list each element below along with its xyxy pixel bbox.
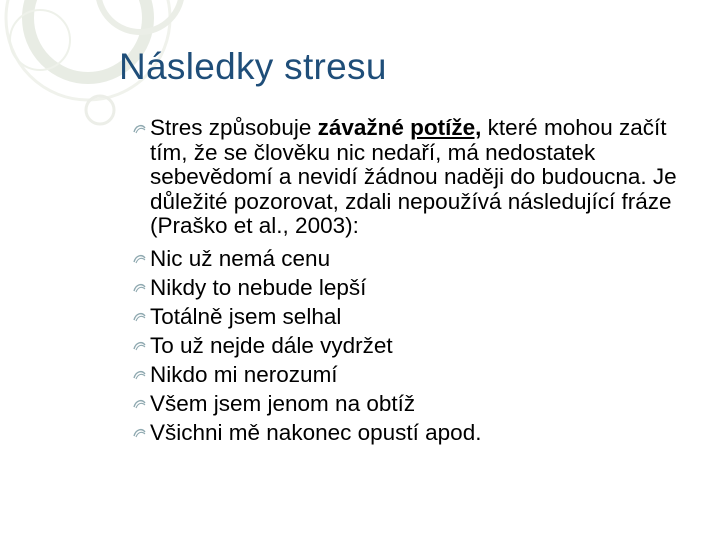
curved-arrow-bullet-icon [133,426,147,438]
slide-title: Následky stresu [119,46,387,87]
curved-arrow-bullet-icon [133,397,147,409]
curved-arrow-bullet-icon [133,252,147,264]
phrase-item [134,331,704,360]
phrase-item [134,360,704,389]
phrase-text: Nic už nemá cenu [150,245,331,271]
phrase-item [134,418,704,447]
phrase-item [134,273,704,302]
phrase-item [134,389,704,418]
phrase-item [134,244,704,273]
intro-text-bold: závažné [317,115,411,140]
curved-arrow-bullet-icon [133,122,147,134]
intro-text-after: které mohou začít tím, že se člověku nic nedaří, má nedostatek sebevědomí a nevidí žádnou naději do budoucna. Je důležité pozorovat, zdali nepoužívá následující fráze (Praško et al., 2003): [150,115,677,238]
slide-body [134,116,704,447]
phrase-item [134,302,704,331]
phrase-text: Totálně jsem selhal [150,303,342,329]
intro-text-bold-underlined: potíže, [410,115,482,140]
phrase-text: Všem jsem jenom na obtíž [150,390,416,416]
curved-arrow-bullet-icon [133,339,147,351]
phrase-text: Všichni mě nakonec opustí apod. [150,419,482,445]
intro-text-before: Stres způsobuje [150,115,318,140]
phrase-text: Nikdy to nebude lepší [150,274,367,300]
phrase-text: Nikdo mi nerozumí [150,361,338,387]
phrase-text: To už nejde dále vydržet [150,332,393,358]
intro-paragraph [134,116,704,239]
curved-arrow-bullet-icon [133,281,147,293]
curved-arrow-bullet-icon [133,310,147,322]
curved-arrow-bullet-icon [133,368,147,380]
